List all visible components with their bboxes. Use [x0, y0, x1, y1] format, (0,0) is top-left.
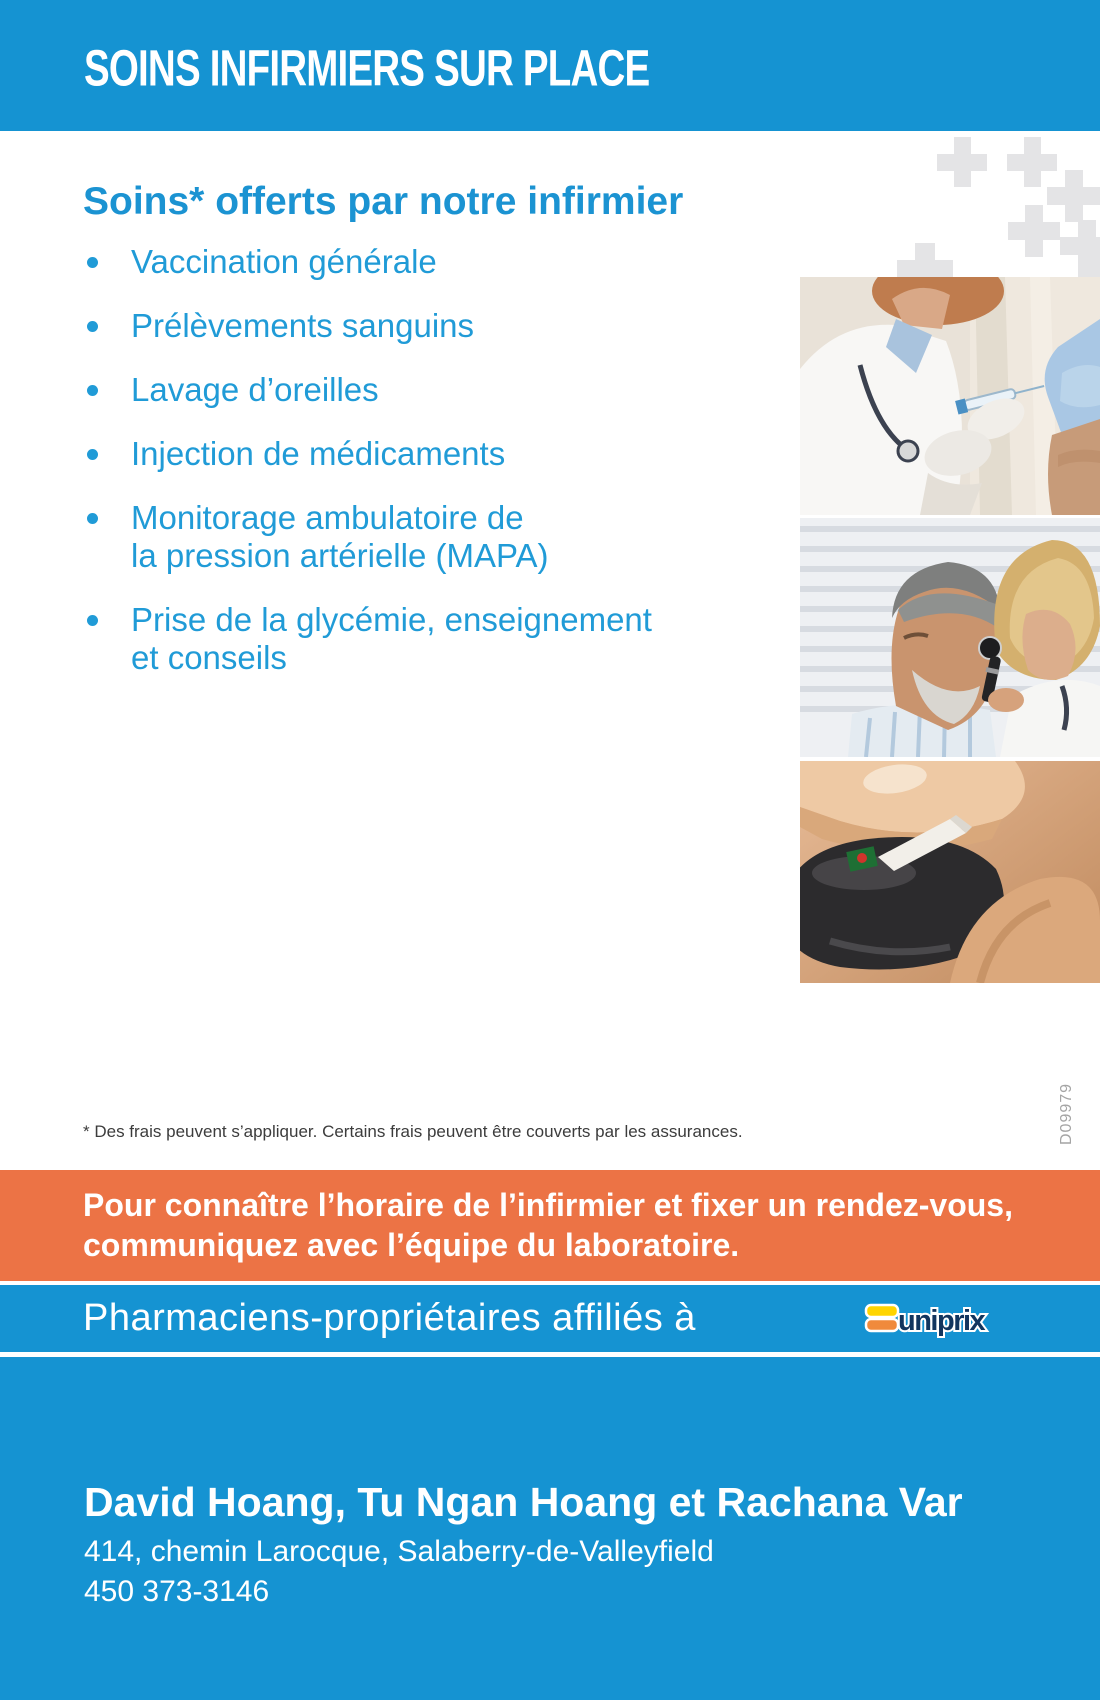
photo-vaccination	[800, 277, 1100, 515]
affiliation-label: Pharmaciens-propriétaires affiliés à	[83, 1297, 696, 1339]
list-item	[83, 601, 743, 677]
list-item-line: Monitorage ambulatoire de	[131, 499, 524, 536]
affiliation-band	[0, 1285, 1100, 1352]
photo-glucose-meter	[800, 761, 1100, 983]
list-item-line: Lavage d’oreilles	[131, 371, 379, 408]
list-item-line: Prise de la glycémie, enseignement	[131, 601, 652, 638]
list-item	[83, 371, 743, 409]
pharmacy-phone: 450 373-3146	[84, 1575, 270, 1608]
uniprix-logo	[864, 1298, 1014, 1340]
top-banner	[0, 0, 1100, 131]
pharmacy-address: 414, chemin Larocque, Salaberry-de-Valleyfield	[84, 1535, 714, 1568]
document-code: D09979	[1058, 1082, 1075, 1145]
services-heading: Soins* offerts par notre infirmier	[83, 180, 684, 223]
cta-line: communiquez avec l’équipe du laboratoire.	[83, 1227, 740, 1263]
page-title: SOINS INFIRMIERS SUR PLACE	[84, 38, 650, 97]
cta-line: Pour connaître l’horaire de l’infirmier et fixer un rendez-vous,	[83, 1187, 1013, 1223]
list-item	[83, 307, 743, 345]
plus-icon	[1008, 205, 1060, 257]
list-item-line: Vaccination générale	[131, 243, 437, 280]
list-item	[83, 499, 743, 575]
uniprix-wordmark: uniprix	[898, 1305, 985, 1337]
services-list	[83, 243, 743, 703]
cta-band	[0, 1170, 1100, 1281]
photo-ear-exam	[800, 518, 1100, 757]
list-item-line: Prélèvements sanguins	[131, 307, 475, 344]
pharmacist-owners: David Hoang, Tu Ngan Hoang et Rachana Var	[84, 1479, 963, 1525]
list-item-line: et conseils	[131, 639, 287, 676]
list-item-line: la pression artérielle (MAPA)	[131, 537, 549, 574]
footer-band	[0, 1357, 1100, 1700]
plus-icon	[937, 137, 987, 187]
list-item	[83, 435, 743, 473]
list-item	[83, 243, 743, 281]
footnote: * Des frais peuvent s’appliquer. Certains frais peuvent être couverts par les assurances.	[83, 1122, 743, 1141]
list-item-line: Injection de médicaments	[131, 435, 506, 472]
